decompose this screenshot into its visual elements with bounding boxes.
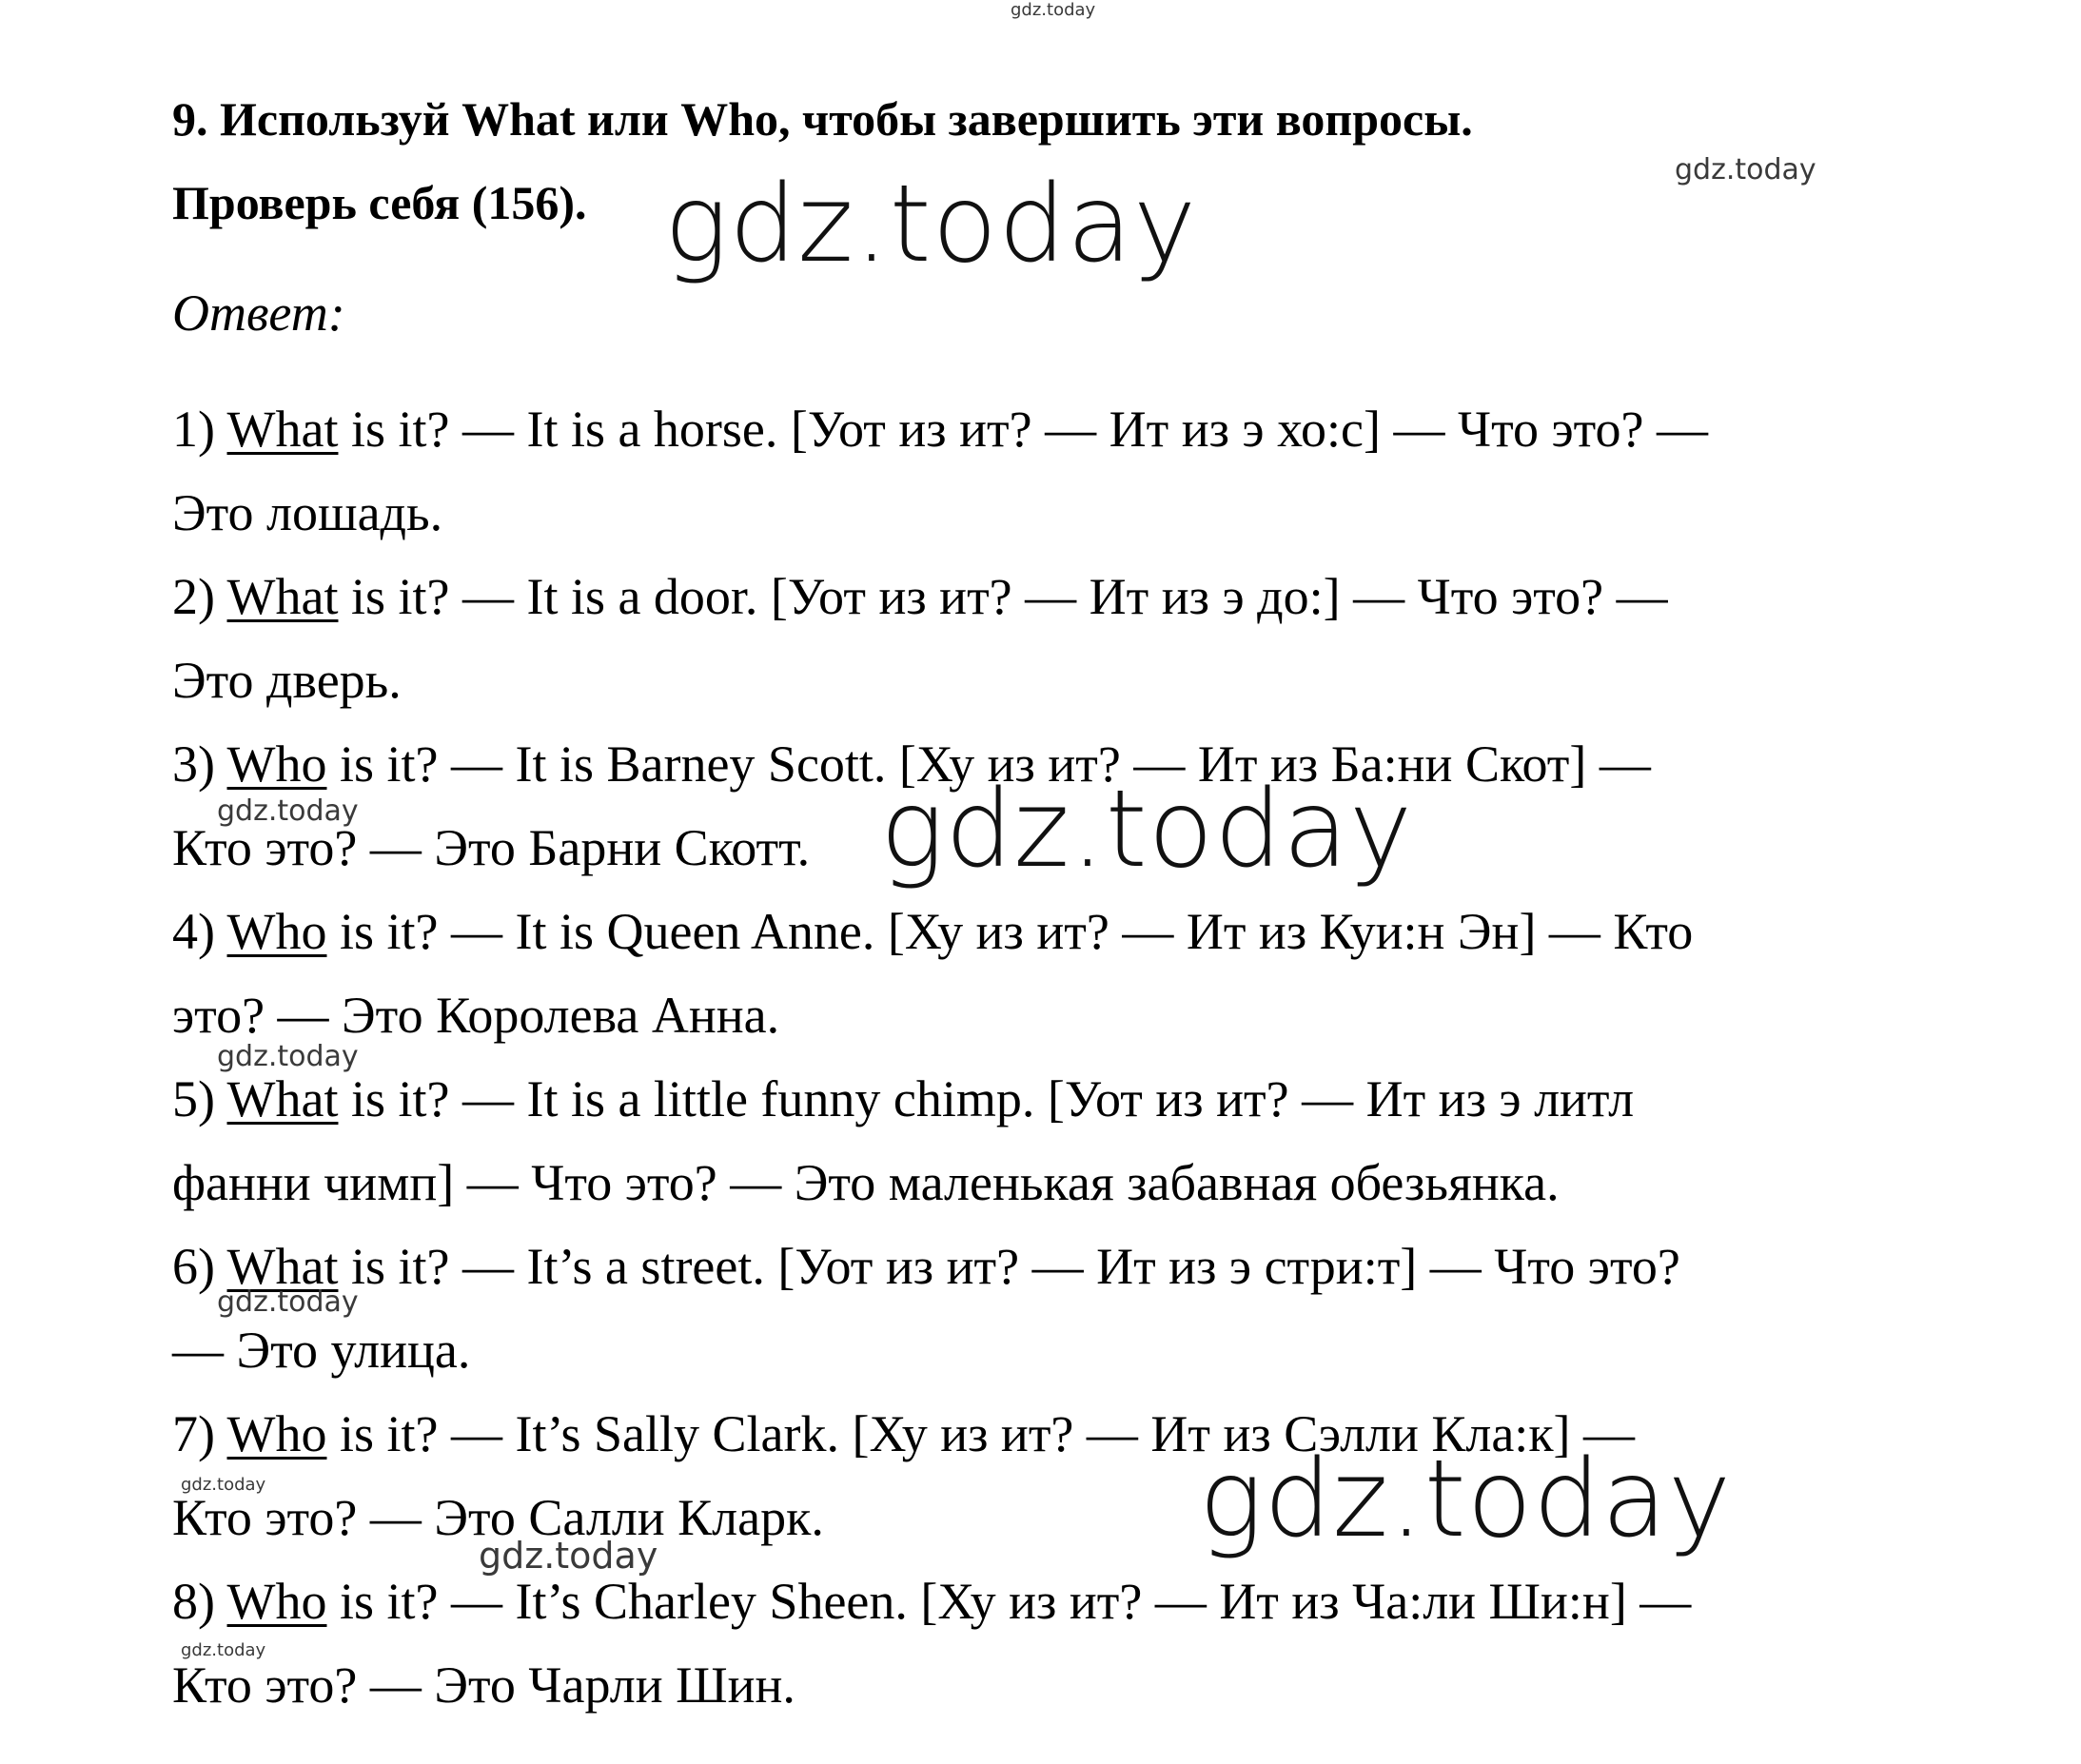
answer-item-5 <box>172 1070 1635 1127</box>
question-word: What <box>226 568 339 625</box>
item-text: is it? — It’s Charley Sheen. [Ху из ит? — Ит из Ча:ли Ши:н] — <box>326 1573 1692 1630</box>
question-word: Who <box>226 1573 327 1630</box>
watermark-large: gdz.today <box>1199 1438 1733 1561</box>
answer-item-6 <box>172 1238 1680 1295</box>
watermark-top: gdz.today <box>1011 0 1096 20</box>
answer-item-8 <box>172 1573 1692 1630</box>
item-number: 4) <box>172 903 215 960</box>
answer-item-1 <box>172 401 1709 458</box>
watermark-large: gdz.today <box>880 768 1414 892</box>
answer-item-3-continued: Кто это? — Это Барни Скотт. <box>172 819 811 876</box>
watermark-small: gdz.today <box>217 1285 359 1319</box>
answer-item-2-continued: Это дверь. <box>172 652 402 709</box>
question-word: Who <box>226 903 327 960</box>
question-word: Who <box>226 735 327 793</box>
answer-item-4 <box>172 903 1694 960</box>
question-word: What <box>226 1238 339 1295</box>
item-number: 6) <box>172 1238 215 1295</box>
question-word: What <box>226 1070 339 1127</box>
watermark-small: gdz.today <box>1675 153 1816 186</box>
exercise-instruction: Проверь себя (156). <box>172 176 587 229</box>
question-word: What <box>226 401 339 458</box>
answer-item-1-continued: Это лошадь. <box>172 484 443 541</box>
watermark-small: gdz.today <box>217 794 359 828</box>
item-text: is it? — It’s a street. [Уот из ит? — Ит из э стри:т] — Что это? <box>338 1238 1680 1295</box>
item-text: is it? — It is a horse. [Уот из ит? — Ит из э хо:с] — Что это? — <box>338 401 1709 458</box>
item-text: is it? — It’s Sally Clark. [Ху из ит? — Ит из Сэлли Кла:к] — <box>326 1405 1636 1462</box>
item-text: is it? — It is a door. [Уот из ит? — Ит из э до:] — Что это? — <box>338 568 1668 625</box>
answer-item-7-continued: Кто это? — Это Салли Кларк. <box>172 1489 824 1546</box>
item-number: 7) <box>172 1405 215 1462</box>
item-number: 1) <box>172 401 215 458</box>
item-text: is it? — It is Queen Anne. [Ху из ит? — Ит из Куи:н Эн] — Кто <box>326 903 1694 960</box>
exercise-heading: 9. Используй What или Who, чтобы завершить эти вопросы. <box>172 92 1473 146</box>
item-number: 2) <box>172 568 215 625</box>
question-word: Who <box>226 1405 327 1462</box>
item-text: is it? — It is a little funny chimp. [Уот из ит? — Ит из э литл <box>338 1070 1635 1127</box>
watermark-tiny: gdz.today <box>181 1475 266 1495</box>
answer-item-4-continued: это? — Это Королева Анна. <box>172 987 780 1044</box>
watermark-large: gdz.today <box>664 163 1198 286</box>
answer-item-2 <box>172 568 1668 625</box>
watermark-tiny: gdz.today <box>181 1640 266 1660</box>
answer-item-8-continued: Кто это? — Это Чарли Шин. <box>172 1656 795 1714</box>
answer-label: Ответ: <box>172 284 345 342</box>
item-number: 5) <box>172 1070 215 1127</box>
answer-item-6-continued: — Это улица. <box>172 1322 471 1379</box>
answer-item-5-continued: фанни чимп] — Что это? — Это маленькая забавная обезьянка. <box>172 1154 1560 1211</box>
watermark-small: gdz.today <box>217 1040 359 1073</box>
item-number: 8) <box>172 1573 215 1630</box>
watermark-medium: gdz.today <box>479 1535 658 1577</box>
item-text: is it? — It is Barney Scott. [Ху из ит? — Ит из Ба:ни Скот] — <box>326 735 1651 793</box>
item-number: 3) <box>172 735 215 793</box>
